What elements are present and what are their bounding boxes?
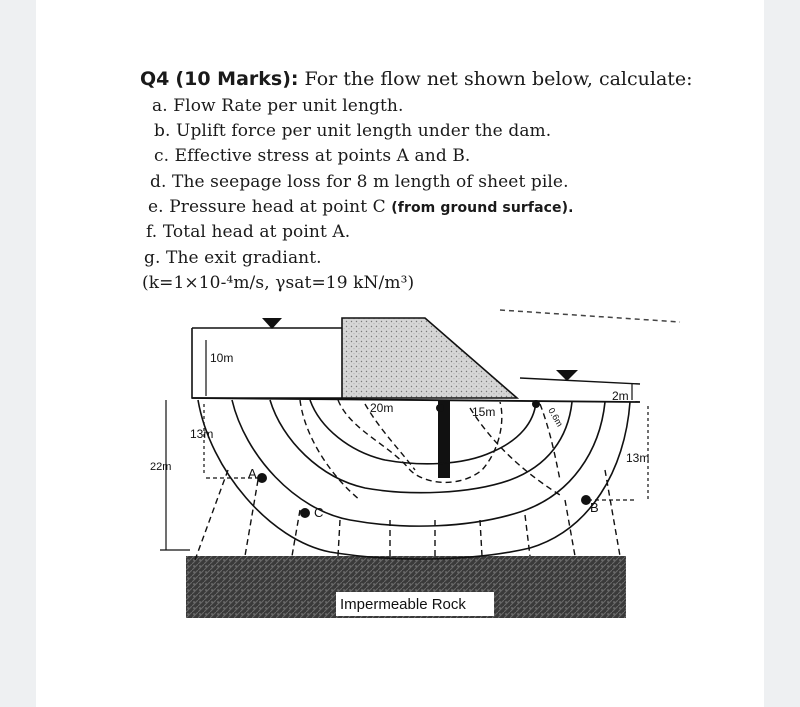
downstream-depth-label: 2m bbox=[612, 389, 629, 403]
point-c-label: C bbox=[314, 505, 324, 520]
flow-line-v1 bbox=[195, 470, 228, 560]
part-g: g. The exit gradiant. bbox=[144, 248, 322, 268]
downstream-water-surface bbox=[520, 378, 640, 384]
upstream-depth-label: 10m bbox=[210, 351, 234, 365]
part-b: b. Uplift force per unit length under the dam. bbox=[154, 121, 552, 141]
equipotential-2 bbox=[270, 400, 572, 493]
dam-base-right-label: 15m bbox=[472, 405, 496, 419]
part-a: a. Flow Rate per unit length. bbox=[152, 96, 404, 116]
flow-line-v7 bbox=[480, 520, 482, 556]
part-d: d. The seepage loss for 8 m length of sheet pile. bbox=[150, 172, 569, 192]
flow-line-v4 bbox=[338, 520, 340, 556]
flow-line-v8 bbox=[525, 515, 530, 556]
given-values: (k=1×10-⁴m/s, γsat=19 kN/m³) bbox=[142, 273, 415, 293]
dam-toe-marker bbox=[532, 400, 540, 408]
slope-label: 0.6m bbox=[546, 406, 565, 429]
question-prompt: For the flow net shown below, calculate: bbox=[304, 68, 693, 90]
left-pile-depth-label: 13m bbox=[190, 427, 214, 441]
text-underline-dash bbox=[500, 310, 680, 322]
point-c-marker bbox=[300, 508, 310, 518]
question-number: Q4 bbox=[140, 68, 170, 90]
point-b-label: B bbox=[590, 500, 599, 515]
right-pile-depth-label: 13m bbox=[626, 451, 650, 465]
stratum-depth-label: 22m bbox=[150, 461, 172, 473]
part-c: c. Effective stress at points A and B. bbox=[154, 146, 471, 166]
flow-line-v10 bbox=[605, 470, 620, 556]
flow-line-v3 bbox=[292, 510, 300, 556]
question-marks: (10 Marks): bbox=[175, 68, 299, 90]
flow-line-2a bbox=[300, 400, 360, 500]
point-a-marker bbox=[257, 473, 267, 483]
rock-label: Impermeable Rock bbox=[340, 596, 466, 613]
flow-line-r2 bbox=[470, 408, 560, 495]
part-e: e. Pressure head at point C (from ground surface). bbox=[148, 197, 574, 217]
concrete-dam bbox=[342, 318, 517, 398]
pile-top-marker bbox=[436, 404, 444, 412]
part-f: f. Total head at point A. bbox=[146, 222, 351, 242]
point-a-label: A bbox=[248, 466, 257, 481]
flow-line-v2 bbox=[245, 480, 258, 556]
dam-base-left-label: 20m bbox=[370, 401, 394, 415]
